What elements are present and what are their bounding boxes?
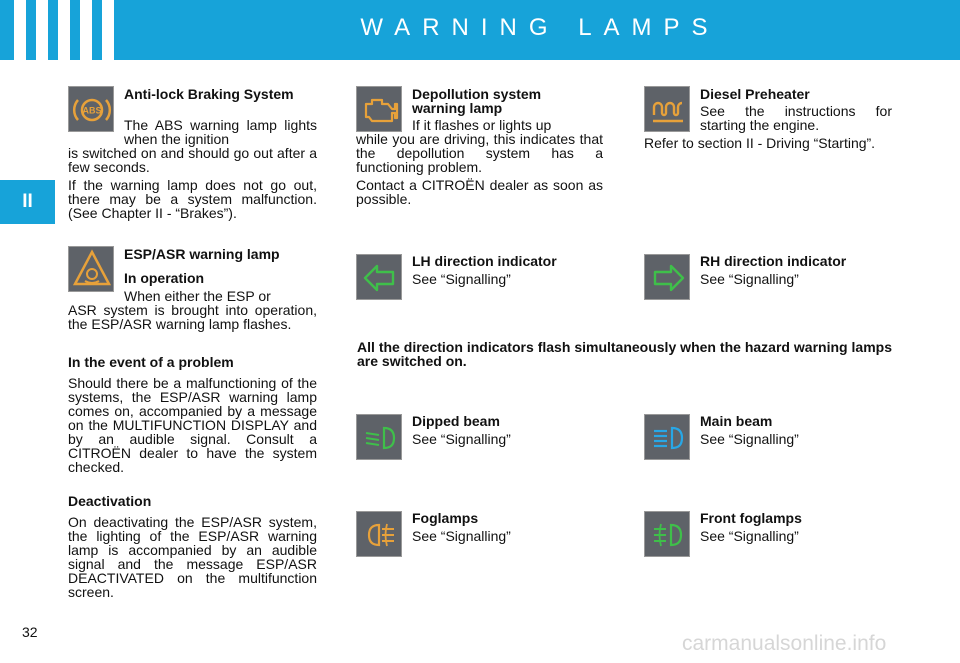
esp-title: ESP/ASR warning lamp [124, 246, 280, 262]
front-foglamp-icon [644, 511, 690, 557]
rh-indicator-ref: See “Signalling” [700, 271, 799, 287]
hazard-note: All the direction indicators flash simultaneously when the hazard warning lamps are switched on. [357, 339, 892, 369]
depollution-text-1a: If it flashes or lights up [412, 117, 552, 133]
esp-operation-heading: In operation [124, 270, 205, 286]
chapter-tab: II [0, 180, 55, 224]
front-foglamps-title: Front foglamps [700, 510, 802, 526]
header-bar [0, 0, 960, 60]
esp-asr-lamp-icon [68, 246, 114, 292]
header-stripe [36, 0, 48, 60]
abs-lamp-icon [68, 86, 114, 132]
header-stripe [80, 0, 92, 60]
esp-problem-heading: In the event of a problem [68, 354, 234, 370]
diesel-text-1: See the instructions for starting the engine. [700, 103, 892, 133]
main-beam-icon [644, 414, 690, 460]
dipped-beam-ref: See “Signalling” [412, 431, 511, 447]
depollution-text-2: Contact a CITROËN dealer as soon as possible. [356, 177, 603, 207]
page-number: 32 [22, 624, 38, 640]
header-stripe [58, 0, 70, 60]
esp-deactivation-heading: Deactivation [68, 493, 152, 509]
depollution-text-1b: while you are driving, this indicates that the depollution system has a functioning problem. [356, 131, 603, 175]
foglamps-title: Foglamps [412, 510, 479, 526]
header-stripe [102, 0, 114, 60]
abs-title: Anti-lock Braking System [124, 86, 294, 102]
abs-text-1a: The ABS warning lamp lights when the ignition [124, 117, 317, 147]
rh-indicator-title: RH direction indicator [700, 253, 847, 269]
left-arrow-icon [356, 254, 402, 300]
abs-text-1b: is switched on and should go out after a few seconds. [68, 145, 317, 175]
main-beam-title: Main beam [700, 413, 773, 429]
lh-indicator-ref: See “Signalling” [412, 271, 511, 287]
foglamps-ref: See “Signalling” [412, 528, 511, 544]
preheater-coil-icon [644, 86, 690, 132]
header-stripe [14, 0, 26, 60]
watermark: carmanualsonline.info [682, 632, 887, 655]
lh-indicator-title: LH direction indicator [412, 253, 557, 269]
page-title: WARNING LAMPS [360, 14, 720, 41]
diesel-title: Diesel Preheater [700, 86, 810, 102]
svg-text:ABS: ABS [82, 105, 102, 116]
engine-depollution-icon [356, 86, 402, 132]
dipped-beam-title: Dipped beam [412, 413, 500, 429]
esp-operation-text-a: When either the ESP or [124, 288, 271, 304]
main-beam-ref: See “Signalling” [700, 431, 799, 447]
depollution-title: Depollution system warning lamp [412, 86, 542, 116]
esp-problem-text: Should there be a malfunctioning of the systems, the ESP/ASR warning lamp comes on, accompanied by a message on the MULTIFUNCTION DISPLAY and by an audible signal. Consult a CITROËN dealer to have the system checked. [68, 375, 317, 475]
front-foglamps-ref: See “Signalling” [700, 528, 799, 544]
abs-text-2: If the warning lamp does not go out, there may be a system malfunction. (See Chapter II - “Brakes”). [68, 177, 317, 221]
rear-foglamp-icon [356, 511, 402, 557]
esp-deactivation-text: On deactivating the ESP/ASR system, the lighting of the ESP/ASR warning lamp is accompanied by an audible signal and the message ESP/ASR DEACTIVATED on the multifunction screen. [68, 514, 317, 600]
diesel-text-2: Refer to section II - Driving “Starting”. [644, 135, 876, 151]
right-arrow-icon [644, 254, 690, 300]
dipped-beam-icon [356, 414, 402, 460]
esp-operation-text-b: ASR system is brought into operation, the ESP/ASR warning lamp flashes. [68, 302, 317, 332]
